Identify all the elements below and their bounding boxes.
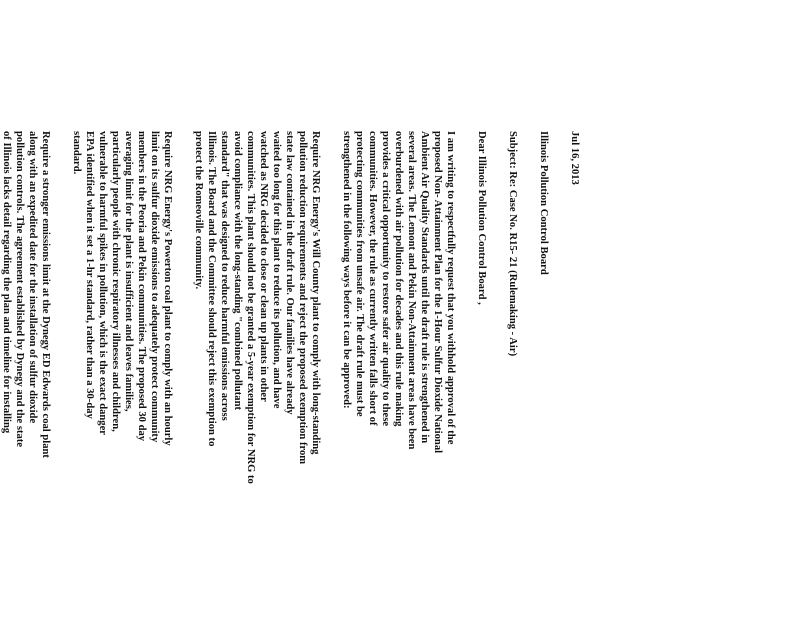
text-line: Ambient Air Quality Standards until the draft rule is strengthened in xyxy=(419,131,430,444)
text-line: communities. This plant should not be granted a 5-year exemption for NRG to xyxy=(245,131,256,484)
text-line: Require NRG Energy's Powerton coal plant to comply with an hourly xyxy=(162,131,173,446)
letter-subject: Subject: Re: Case No. R15- 21 (Rulemaking - Air) xyxy=(507,131,518,357)
text-line: waited too long for this plant to reduce its pollution, and have xyxy=(271,131,282,409)
text-line: EPA identified when it set a 1-hr standard, rather than a 30-day xyxy=(84,131,95,419)
text-line: pollution reduction requirements and reject the proposed exemption from xyxy=(297,131,308,465)
paragraph-intro xyxy=(340,131,457,618)
letter-salutation: Dear Illinois Pollution Control Board , xyxy=(476,131,487,305)
paragraph-powerton xyxy=(70,131,174,618)
text-line: members in the Peoria and Pekin communities. The proposed 30 day xyxy=(136,131,147,442)
text-line: Require NRG Energy's Will County plant to comply with long-standing xyxy=(310,131,321,455)
text-line: Illinois. The Board and the Committee should reject this exemption to xyxy=(206,131,217,447)
paragraph-will-county xyxy=(192,131,322,618)
text-line: vulnerable to harmful spikes in pollution, which is the exact danger xyxy=(97,131,108,436)
text-line: standard" that was designed to reduce harmful emissions across xyxy=(219,131,230,421)
text-line: averaging limit for the plant is insufficient and leaves families, xyxy=(123,131,134,412)
letter-body xyxy=(1,131,581,618)
text-line: several areas. The Lemont and Pekin Non-Attainment areas have been xyxy=(406,131,417,450)
text-line: standard. xyxy=(71,131,82,175)
text-line: I am writing to respectfully request that you withhold approval of the xyxy=(445,131,456,445)
text-line: proposed Non- Attainment Plan for the 1-Hour Sulfur Dioxide National xyxy=(432,131,443,454)
text-line: protecting communities from unsafe air. The draft rule must be xyxy=(354,131,365,417)
text-line: limit on its sulfur dioxide emissions to adequately protect community xyxy=(149,131,160,443)
text-line: avoid compliance with the long-standing "combined pollutant xyxy=(232,131,243,411)
text-line: communities. However, the rule as currently written falls short of xyxy=(367,131,378,426)
text-line: strengthened in the following ways before it can be approved: xyxy=(341,131,352,409)
text-line: pollution controls. The agreement established by Dynegy and the state xyxy=(14,131,25,448)
text-line: particularly people with chronic respiratory illnesses and children, xyxy=(110,131,121,432)
text-line: state law contained in the draft rule. Our families have already xyxy=(284,131,295,415)
text-line: watched as NRG decided to close or clean up plants in other xyxy=(258,131,269,402)
text-line: provides a critical opportunity to restore safer air quality to these xyxy=(380,131,391,427)
text-line: protect the Romeoville community. xyxy=(193,131,204,290)
text-line: along with an expedited date for the installation of sulfur dioxide xyxy=(27,131,38,424)
text-line: Require a stronger emissions limit at the Dynegy ED Edwards coal plant xyxy=(40,131,51,458)
letter-date: Jul 16, 2013 xyxy=(569,131,580,185)
paragraph-ed-edwards xyxy=(0,131,52,618)
text-line: overburdened with air pollution for decades and this rule making xyxy=(393,131,404,427)
text-line: of Illinois lacks detail regarding the plan and timeline for installing xyxy=(1,131,12,434)
letter-recipient: Illinois Pollution Control Board xyxy=(538,131,549,275)
